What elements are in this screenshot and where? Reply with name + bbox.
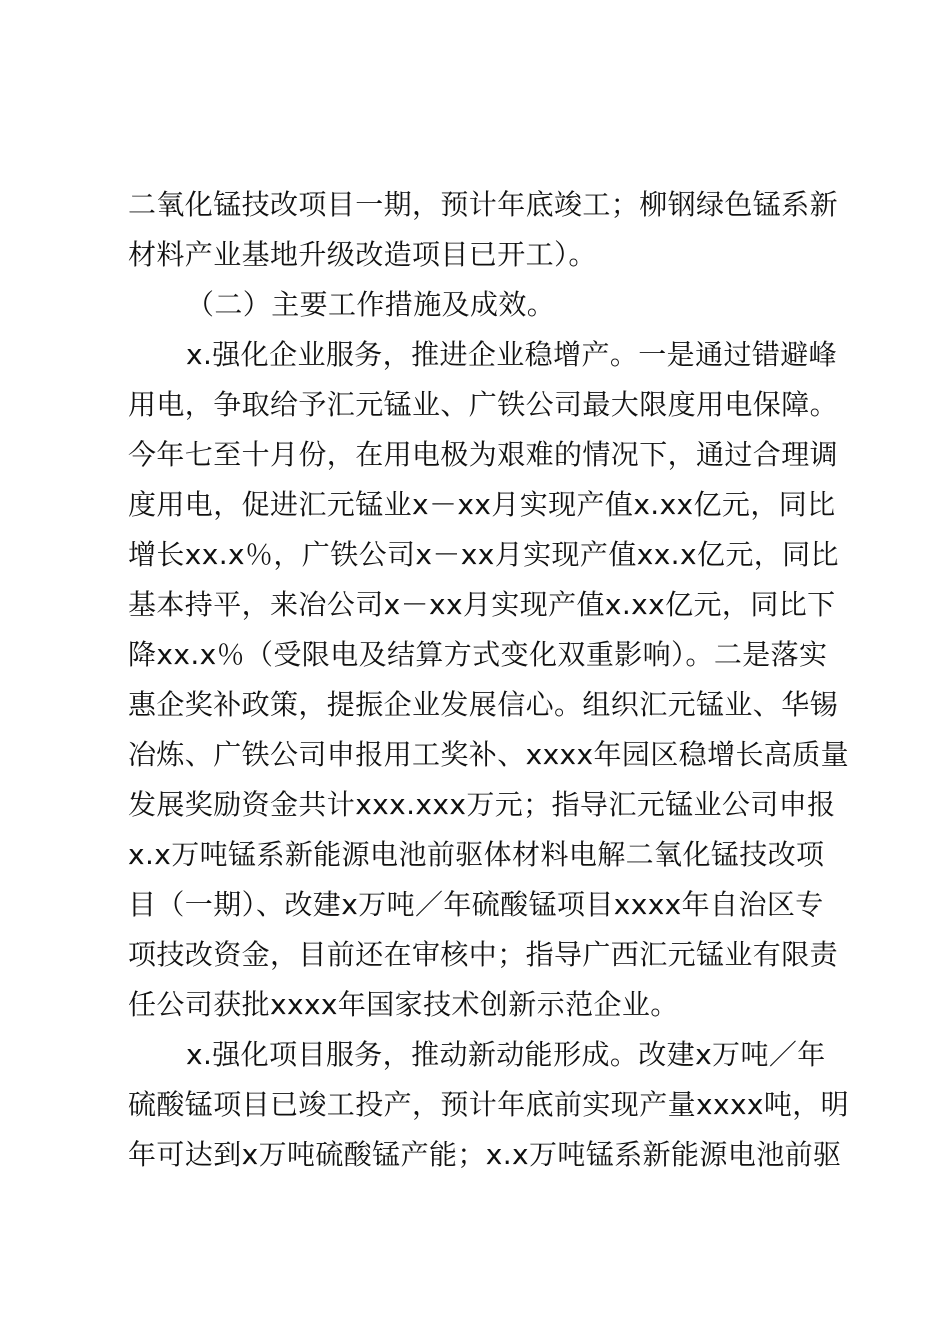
text-line: 二氧化锰技改项目一期，预计年底竣工；柳钢绿色锰系新: [128, 188, 839, 221]
text-line: 年可达到x万吨硫酸锰产能；x.x万吨锰系新能源电池前驱: [128, 1138, 842, 1171]
section-heading: （二）主要工作措施及成效。: [186, 288, 556, 321]
paragraph-start: x.强化项目服务，推动新动能形成。改建x万吨／年: [186, 1038, 826, 1071]
text-line: 增长xx.x％，广铁公司x－xx月实现产值xx.x亿元，同比: [128, 538, 839, 571]
text-line: 任公司获批xxxx年国家技术创新示范企业。: [128, 988, 679, 1021]
text-line: 硫酸锰项目已竣工投产，预计年底前实现产量xxxx吨，明: [128, 1088, 850, 1121]
text-line: 材料产业基地升级改造项目已开工）。: [128, 238, 597, 271]
text-line: 惠企奖补政策，提振企业发展信心。组织汇元锰业、华锡: [128, 688, 839, 721]
body-text: [128, 180, 858, 1180]
text-line: 发展奖励资金共计xxx.xxx万元；指导汇元锰业公司申报: [128, 788, 836, 821]
text-line: 度用电，促进汇元锰业x－xx月实现产值x.xx亿元，同比: [128, 488, 836, 521]
text-line: 目（一期）、改建x万吨／年硫酸锰项目xxxx年自治区专: [128, 888, 824, 921]
paragraph-start: x.强化企业服务，推进企业稳增产。一是通过错避峰: [186, 338, 838, 371]
text-line: 用电，争取给予汇元锰业、广铁公司最大限度用电保障。: [128, 388, 839, 421]
text-line: 降xx.x％（受限电及结算方式变化双重影响）。二是落实: [128, 638, 828, 671]
text-line: 今年七至十月份，在用电极为艰难的情况下，通过合理调: [128, 438, 839, 471]
text-line: 冶炼、广铁公司申报用工奖补、xxxx年园区稳增长高质量: [128, 738, 850, 771]
text-line: 基本持平，来冶公司x－xx月实现产值x.xx亿元，同比下: [128, 588, 836, 621]
text-line: 项技改资金，目前还在审核中；指导广西汇元锰业有限责: [128, 938, 839, 971]
text-line: x.x万吨锰系新能源电池前驱体材料电解二氧化锰技改项: [128, 838, 825, 871]
